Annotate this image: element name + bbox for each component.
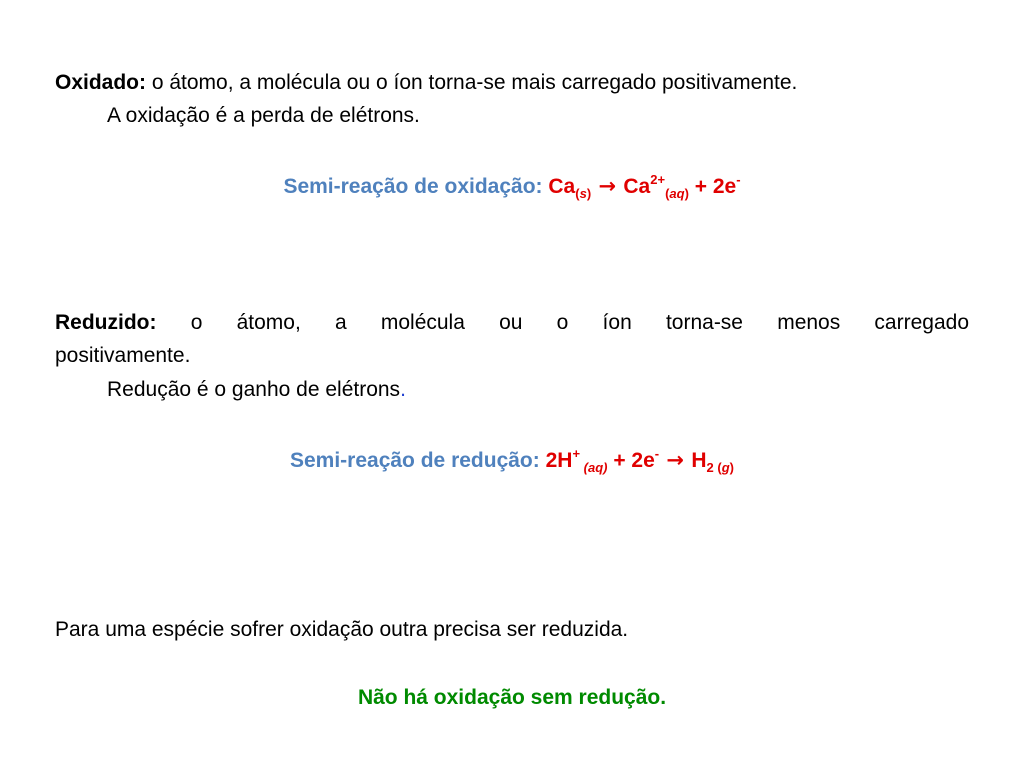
oxidado-definition: o átomo, a molécula ou o íon torna-se mais carregado positivamente. — [146, 71, 798, 94]
state-paren-close: ) — [729, 460, 734, 475]
oxidation-product-charge: 2+ — [650, 172, 666, 187]
oxidation-reactant-state — [575, 186, 591, 201]
reduzido-paragraph — [55, 306, 969, 339]
oxidado-paragraph — [55, 66, 969, 99]
oxidation-equation-label: Semi-reação de oxidação: — [283, 175, 543, 198]
reduction-product: H — [691, 449, 707, 472]
reduction-reactant: 2H — [539, 449, 573, 472]
state-symbol: s — [579, 186, 587, 201]
state-paren-close: ) — [684, 186, 689, 201]
conclusion-highlight: Não há oxidação sem redução. — [357, 686, 667, 709]
reduction-definition-line — [107, 373, 406, 406]
reduzido-definition: o átomo, a molécula ou o íon torna-se menos carregado — [156, 311, 969, 334]
state-paren-open: ( — [665, 186, 670, 201]
state-symbol: g — [721, 460, 730, 475]
reaction-arrow-icon: → — [659, 448, 692, 472]
conclusion-text: Para uma espécie sofrer oxidação outra precisa ser reduzida. — [55, 618, 629, 641]
oxidation-product: Ca — [623, 175, 651, 198]
oxidation-half-reaction — [0, 170, 1024, 203]
reduzido-paragraph-line2: positivamente. — [55, 344, 191, 367]
state-paren-open: ( — [713, 460, 722, 475]
reduction-product-state — [714, 460, 734, 475]
oxidation-equation-formula — [542, 172, 741, 201]
oxidation-definition-line: A oxidação é a perda de elétrons. — [107, 104, 420, 127]
reduction-definition-period: . — [400, 378, 406, 401]
oxidation-electrons: + 2e — [688, 175, 737, 198]
electron-charge: - — [736, 172, 741, 187]
reaction-arrow-icon: → — [591, 174, 624, 198]
state-paren-close: ) — [586, 186, 592, 201]
reduction-definition-text: Redução é o ganho de elétrons — [107, 378, 401, 401]
reduction-equation-formula — [539, 446, 734, 475]
reduction-reactant-charge: + — [572, 446, 581, 461]
reduzido-label: Reduzido: — [55, 311, 157, 334]
oxidado-label: Oxidado: — [55, 71, 147, 94]
state-paren-open: ( — [575, 186, 580, 201]
reduction-electrons: + 2e — [607, 449, 655, 472]
oxidation-reactant: Ca — [542, 175, 576, 198]
reduction-reactant-state: (aq) — [580, 460, 608, 475]
oxidation-product-state — [665, 186, 689, 201]
electron-charge: - — [654, 446, 660, 461]
reduction-product-subscript: 2 — [706, 460, 714, 475]
state-symbol: aq — [669, 186, 685, 201]
reduction-half-reaction — [0, 444, 1024, 477]
reduction-equation-label: Semi-reação de redução: — [289, 449, 540, 472]
